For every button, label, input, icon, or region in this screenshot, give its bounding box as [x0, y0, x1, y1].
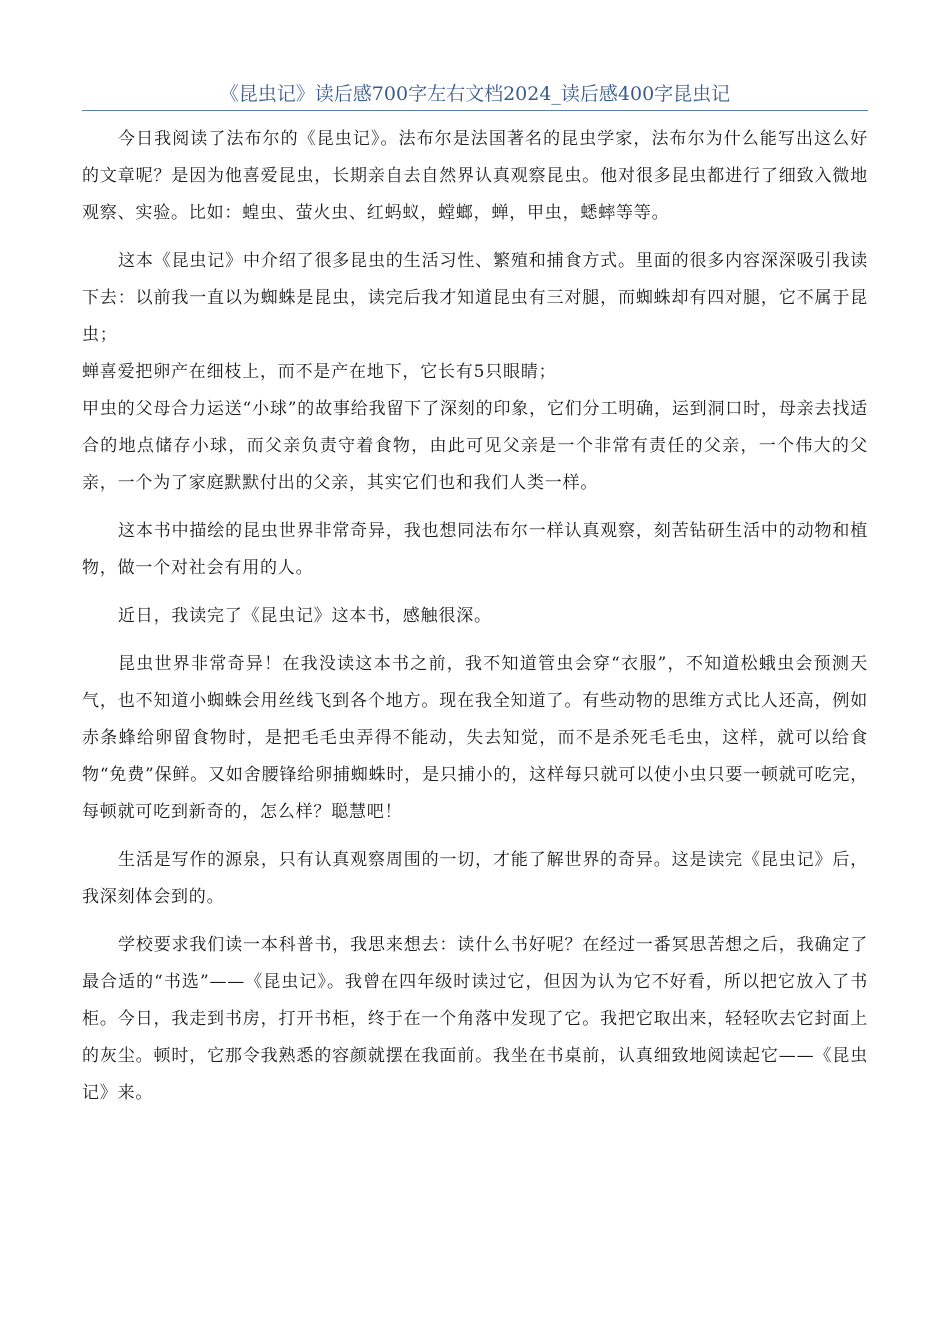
paragraph: 生活是写作的源泉，只有认真观察周围的一切，才能了解世界的奇异。这是读完《昆虫记》后，我深刻体会到的。: [82, 850, 868, 907]
paragraph: 蝉喜爱把卵产在细枝上，而不是产在地下，它长有5只眼睛；: [82, 362, 557, 382]
paragraph: 这本《昆虫记》中介绍了很多昆虫的生活习性、繁殖和捕食方式。里面的很多内容深深吸引我读下去：以前我一直以为蜘蛛是昆虫，读完后我才知道昆虫有三对腿，而蜘蛛却有四对腿，它不属于昆虫；: [82, 251, 868, 345]
document-body: [82, 121, 868, 1123]
paragraph: 昆虫世界非常奇异！在我没读这本书之前，我不知道管虫会穿“衣服”，不知道松蛾虫会预测天气，也不知道小蜘蛛会用丝线飞到各个地方。现在我全知道了。有些动物的思维方式比人还高，例如赤条蜂给卵留食物时，是把毛毛虫弄得不能动，失去知觉，而不是杀死毛毛虫，这样，就可以给食物“免费”保鲜。又如舍腰锋给卵捕蜘蛛时，是只捕小的，这样每只就可以使小虫只要一顿就可吃完，每顿就可吃到新奇的，怎么样？聪慧吧！: [82, 654, 868, 822]
page-header: 《昆虫记》读后感700字左右文档2024_读后感400字昆虫记: [219, 83, 731, 105]
paragraph: 甲虫的父母合力运送“小球”的故事给我留下了深刻的印象，它们分工明确，运到洞口时，母亲去找适合的地点储存小球，而父亲负责守着食物，由此可见父亲是一个非常有责任的父亲，一个伟大的父亲，一个为了家庭默默付出的父亲，其实它们也和我们人类一样。: [82, 399, 868, 493]
paragraph: 近日，我读完了《昆虫记》这本书，感触很深。: [118, 606, 492, 626]
header-divider: [82, 110, 868, 111]
paragraph: 这本书中描绘的昆虫世界非常奇异，我也想同法布尔一样认真观察，刻苦钻研生活中的动物和植物，做一个对社会有用的人。: [82, 521, 868, 578]
paragraph: 今日我阅读了法布尔的《昆虫记》。法布尔是法国著名的昆虫学家，法布尔为什么能写出这么好的文章呢？是因为他喜爱昆虫，长期亲自去自然界认真观察昆虫。他对很多昆虫都进行了细致入微地观察、实验。比如：蝗虫、萤火虫、红蚂蚁，螳螂，蝉，甲虫，蟋蟀等等。: [82, 129, 868, 223]
paragraph: 学校要求我们读一本科普书，我思来想去：读什么书好呢？在经过一番冥思苦想之后，我确定了最合适的“书选”——《昆虫记》。我曾在四年级时读过它，但因为认为它不好看，所以把它放入了书柜。今日，我走到书房，打开书柜，终于在一个角落中发现了它。我把它取出来，轻轻吹去它封面上的灰尘。顿时，它那令我熟悉的容颜就摆在我面前。我坐在书桌前，认真细致地阅读起它——《昆虫记》来。: [82, 935, 868, 1103]
